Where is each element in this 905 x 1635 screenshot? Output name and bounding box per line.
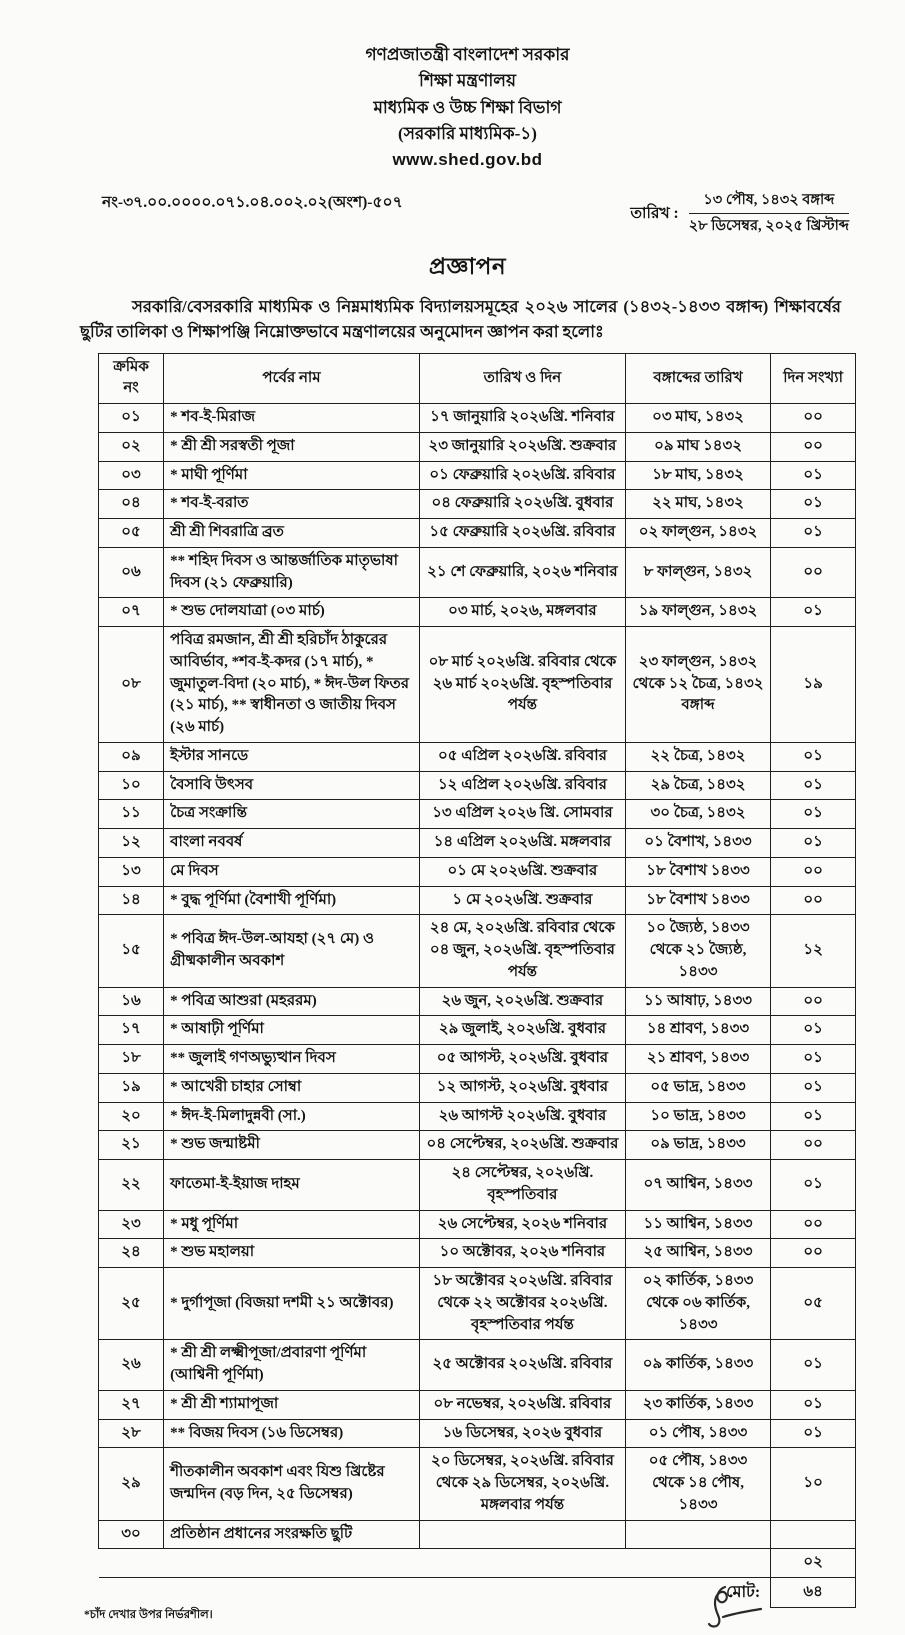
cell-bangla-date: ০৫ পৌষ, ১৪৩৩ থেকে ১৪ পৌষ, ১৪৩৩ [625,1448,770,1520]
total-value: ৬৪ [771,1578,856,1608]
cell-date-day: ২৬ জুন, ২০২৬খ্রি. শুক্রবার [419,987,625,1016]
cell-festival-name: * শুভ মহালয়া [164,1239,420,1268]
cell-serial: ০২ [99,432,164,461]
cell-bangla-date: ২৩ ফাল্গুন, ১৪৩২ থেকে ১২ চৈত্র, ১৪৩২ বঙ্গাব্দ [625,627,770,743]
cell-bangla-date: ০৯ মাঘ ১৪৩২ [625,432,770,461]
cell-bangla-date: ১৯ ফাল্গুন, ১৪৩২ [625,598,770,627]
signature-mark [695,1583,765,1629]
date-block [630,190,849,239]
cell-serial: ০১ [99,404,164,433]
cell-bangla-date: ১১ আষাঢ়, ১৪৩৩ [625,987,770,1016]
cell-festival-name: চৈত্র সংক্রান্তি [164,800,420,829]
cell-serial: ১৪ [99,886,164,915]
cell-bangla-date: ৩০ চৈত্র, ১৪৩২ [625,800,770,829]
holiday-table-body [99,404,856,1549]
cell-day-count: ০০ [771,886,856,915]
table-row [99,857,856,886]
cell-date-day: ২৬ আগস্ট ২০২৬খ্রি. বুধবার [419,1102,625,1131]
division-name: মাধ্যমিক ও উচ্চ শিক্ষা বিভাগ [373,97,562,117]
table-row [99,627,856,743]
table-row [99,1045,856,1074]
cell-date-day: ২৬ সেপ্টেম্বর, ২০২৬ শনিবার [419,1210,625,1239]
cell-date-day: ২১ শে ফেব্রুয়ারি, ২০২৬ শনিবার [419,547,625,598]
cell-day-count: ১২ [771,915,856,987]
cell-date-day: ২৪ সেপ্টেম্বর, ২০২৬খ্রি. বৃহস্পতিবার [419,1160,625,1211]
date-gregorian: ২৮ ডিসেম্বর, ২০২৫ খ্রিস্টাব্দ [688,218,849,235]
cell-bangla-date: ২১ শ্রাবণ, ১৪৩৩ [625,1045,770,1074]
table-row [99,1210,856,1239]
table-row [99,490,856,519]
cell-serial: ৩০ [99,1520,164,1549]
cell-serial: ১৬ [99,987,164,1016]
cell-festival-name: * আষাঢ়ী পূর্ণিমা [164,1016,420,1045]
cell-day-count: ০১ [771,1340,856,1391]
cell-festival-name: শীতকালীন অবকাশ এবং যিশু খ্রিষ্টের জন্মদিন (বড় দিন, ২৫ ডিসেম্বর) [164,1448,420,1520]
cell-day-count: ০১ [771,771,856,800]
table-row [99,742,856,771]
cell-day-count: ০১ [771,519,856,548]
cell-festival-name: * মধু পূর্ণিমা [164,1210,420,1239]
cell-day-count: ১০ [771,1448,856,1520]
table-row [99,1102,856,1131]
government-name: গণপ্রজাতন্ত্রী বাংলাদেশ সরকার [365,45,570,64]
cell-day-count: ০০ [771,432,856,461]
reserved-days-value: ০২ [771,1549,856,1578]
cell-festival-name: * মাঘী পূর্ণিমা [164,461,420,490]
cell-serial: ০৩ [99,461,164,490]
cell-festival-name: * শ্রী শ্রী লক্ষ্মীপূজা/প্রবারণা পূর্ণিমা (আশ্বিনী পূর্ণিমা) [164,1340,420,1391]
intro-text: সরকারি/বেসরকারি মাধ্যমিক ও নিম্নমাধ্যমিক বিদ্যালয়সমূহের ২০২৬ সালের (১৪৩২-১৪৩৩ বঙ্গাব্দ) শিক্ষাবর্ষের ছুটির তালিকা ও শিক্ষাপঞ্জি নিম্নোক্তভাবে মন্ত্রণালয়ের অনুমোদন জ্ঞাপন করা হলোঃ [80,297,841,341]
table-row [99,598,856,627]
cell-day-count: ০০ [771,1239,856,1268]
cell-festival-name: ফাতেমা-ই-ইয়াজ দাহম [164,1160,420,1211]
cell-date-day: ০১ মে ২০২৬খ্রি. শুক্রবার [419,857,625,886]
table-row [99,1016,856,1045]
table-row [99,1419,856,1448]
cell-serial: ১৩ [99,857,164,886]
table-row [99,432,856,461]
cell-day-count: ০০ [771,1131,856,1160]
cell-festival-name: * শুভ দোলযাত্রা (০৩ মার্চ) [164,598,420,627]
table-row [99,461,856,490]
cell-festival-name: ইস্টার সানডে [164,742,420,771]
ministry-name: শিক্ষা মন্ত্রণালয় [418,71,516,91]
table-row [99,1239,856,1268]
cell-day-count: ০০ [771,987,856,1016]
cell-day-count: ০১ [771,461,856,490]
cell-serial: ১৯ [99,1073,164,1102]
cell-date-day: ০৮ নভেম্বর, ২০২৬খ্রি. রবিবার [419,1390,625,1419]
cell-date-day: ১২ এপ্রিল ২০২৬খ্রি. রবিবার [419,771,625,800]
cell-festival-name: ** জুলাই গণঅভ্যুত্থান দিবস [164,1045,420,1074]
cell-date-day: ১৫ ফেব্রুয়ারি ২০২৬খ্রি. রবিবার [419,519,625,548]
cell-serial: ০৮ [99,627,164,743]
header-row [99,353,856,404]
table-row [99,1520,856,1549]
cell-bangla-date: ২৯ চৈত্র, ১৪৩২ [625,771,770,800]
cell-date-day: ০৫ এপ্রিল ২০২৬খ্রি. রবিবার [419,742,625,771]
cell-date-day: ২৯ জুলাই, ২০২৬খ্রি. বুধবার [419,1016,625,1045]
cell-bangla-date [625,1520,770,1549]
cell-festival-name: বৈসাবি উৎসব [164,771,420,800]
cell-bangla-date: ০২ ফাল্গুন, ১৪৩২ [625,519,770,548]
cell-bangla-date: ১০ ভাদ্র, ১৪৩৩ [625,1102,770,1131]
cell-bangla-date: ২২ মাঘ, ১৪৩২ [625,490,770,519]
cell-bangla-date: ০২ কার্তিক, ১৪৩৩ থেকে ০৬ কার্তিক, ১৪৩৩ [625,1268,770,1340]
cell-serial: ১৮ [99,1045,164,1074]
table-row [99,829,856,858]
table-row [99,1073,856,1102]
moon-sighting-footnote: *চাঁদ দেখার উপর নির্ভরশীল। [84,1608,213,1621]
table-row [99,1340,856,1391]
cell-serial: ০৪ [99,490,164,519]
cell-date-day: ২৪ মে, ২০২৬খ্রি. রবিবার থেকে ০৪ জুন, ২০২৬খ্রি. বৃহস্পতিবার পর্যন্ত [419,915,625,987]
date-bangla: ১৩ পৌষ, ১৪৩২ বঙ্গাব্দ [689,190,849,215]
cell-festival-name: মে দিবস [164,857,420,886]
cell-day-count: ০১ [771,490,856,519]
cell-serial: ০৫ [99,519,164,548]
cell-day-count: ০০ [771,404,856,433]
header-date-day: তারিখ ও দিন [419,353,625,404]
header-bangla-date: বঙ্গাব্দের তারিখ [625,353,770,404]
holiday-table [98,353,856,1608]
cell-day-count: ০০ [771,857,856,886]
date-label: তারিখ : [630,204,679,222]
cell-day-count [771,1520,856,1549]
cell-date-day [419,1520,625,1549]
cell-day-count: ০১ [771,1419,856,1448]
cell-day-count: ০১ [771,800,856,829]
cell-bangla-date: ০১ পৌষ, ১৪৩৩ [625,1419,770,1448]
cell-day-count: ০১ [771,1045,856,1074]
cell-festival-name: পবিত্র রমজান, শ্রী শ্রী হরিচাঁদ ঠাকুরের আবির্ভাব, *শব-ই-কদর (১৭ মার্চ), * জুমাতুল-বিদা (২০ মার্চ), * ঈদ-উল ফিতর (২১ মার্চ), ** স্বাধীনতা ও জাতীয় দিবস (২৬ মার্চ) [164,627,420,743]
table-row [99,1448,856,1520]
cell-festival-name: বাংলা নববর্ষ [164,829,420,858]
total-label: মোট: [99,1578,771,1608]
cell-date-day: ১৩ এপ্রিল ২০২৬ খ্রি. সোমবার [419,800,625,829]
cell-day-count: ০৫ [771,1268,856,1340]
cell-date-day: ১ মে ২০২৬খ্রি. শুক্রবার [419,886,625,915]
cell-day-count: ০১ [771,1390,856,1419]
cell-festival-name: * শ্রী শ্রী শ্যামাপূজা [164,1390,420,1419]
cell-bangla-date: ১৪ শ্রাবণ, ১৪৩৩ [625,1016,770,1045]
cell-bangla-date: ০৯ ভাদ্র, ১৪৩৩ [625,1131,770,1160]
cell-date-day: ২৩ জানুয়ারি ২০২৬খ্রি. শুক্রবার [419,432,625,461]
cell-day-count: ০০ [771,547,856,598]
table-row [99,547,856,598]
date-values [689,190,849,239]
cell-serial: ১২ [99,829,164,858]
cell-serial: ১০ [99,771,164,800]
cell-festival-name: ** শহিদ দিবস ও আন্তর্জাতিক মাতৃভাষা দিবস (২১ ফেব্রুয়ারি) [164,547,420,598]
cell-serial: ২৯ [99,1448,164,1520]
cell-bangla-date: ১০ জ্যৈষ্ঠ, ১৪৩৩ থেকে ২১ জ্যৈষ্ঠ, ১৪৩৩ [625,915,770,987]
header-festival-name: পর্বের নাম [164,353,420,404]
cell-serial: ২৪ [99,1239,164,1268]
reserved-days-spacer [99,1549,771,1578]
section-name: (সরকারি মাধ্যমিক-১) [398,124,537,144]
cell-festival-name: * শুভ জন্মাষ্টমী [164,1131,420,1160]
cell-serial: ২৩ [99,1210,164,1239]
cell-serial: ২০ [99,1102,164,1131]
cell-serial: ২২ [99,1160,164,1211]
cell-day-count: ০১ [771,1160,856,1211]
intro-paragraph [80,295,841,345]
header-day-count: দিন সংখ্যা [771,353,856,404]
cell-bangla-date: ০৭ আশ্বিন, ১৪৩৩ [625,1160,770,1211]
cell-day-count: ০১ [771,1016,856,1045]
cell-date-day: ১৭ জানুয়ারি ২০২৬খ্রি. শনিবার [419,404,625,433]
memo-row [102,190,855,239]
reserved-days-row [99,1549,856,1578]
cell-serial: ২১ [99,1131,164,1160]
table-row [99,404,856,433]
cell-bangla-date: ২৩ কার্তিক, ১৪৩৩ [625,1390,770,1419]
cell-festival-name: * ঈদ-ই-মিলাদুন্নবী (সা.) [164,1102,420,1131]
cell-festival-name: * দুর্গাপূজা (বিজয়া দশমী ২১ অক্টোবর) [164,1268,420,1340]
cell-festival-name: শ্রী শ্রী শিবরাত্রি ব্রত [164,519,420,548]
cell-date-day: ০৮ মার্চ ২০২৬খ্রি. রবিবার থেকে ২৬ মার্চ ২০২৬খ্রি. বৃহস্পতিবার পর্যন্ত [419,627,625,743]
cell-date-day: ১৪ এপ্রিল ২০২৬খ্রি. মঙ্গলবার [419,829,625,858]
cell-serial: ২৬ [99,1340,164,1391]
cell-festival-name: * বুদ্ধ পূর্ণিমা (বৈশাখী পূর্ণিমা) [164,886,420,915]
cell-festival-name: * পবিত্র আশুরা (মহররম) [164,987,420,1016]
cell-serial: ১৫ [99,915,164,987]
cell-day-count: ০০ [771,1210,856,1239]
table-row [99,1268,856,1340]
cell-serial: ২৭ [99,1390,164,1419]
cell-festival-name: প্রতিষ্ঠান প্রধানের সংরক্ষতি ছুটি [164,1520,420,1549]
cell-festival-name: * শব-ই-মিরাজ [164,404,420,433]
cell-day-count: ০১ [771,1102,856,1131]
cell-date-day: ১২ আগস্ট, ২০২৬খ্রি. বুধবার [419,1073,625,1102]
cell-date-day: ০৩ মার্চ, ২০২৬, মঙ্গলবার [419,598,625,627]
table-row [99,519,856,548]
table-row [99,915,856,987]
cell-serial: ১৭ [99,1016,164,1045]
cell-bangla-date: ০৯ কার্তিক, ১৪৩৩ [625,1340,770,1391]
table-row [99,886,856,915]
cell-day-count: ১৯ [771,627,856,743]
cell-serial: ০৯ [99,742,164,771]
cell-bangla-date: ০১ বৈশাখ, ১৪৩৩ [625,829,770,858]
cell-serial: ১১ [99,800,164,829]
cell-bangla-date: ২২ চৈত্র, ১৪৩২ [625,742,770,771]
cell-date-day: ০১ ফেব্রুয়ারি ২০২৬খ্রি. রবিবার [419,461,625,490]
cell-serial: ২৫ [99,1268,164,1340]
table-row [99,1160,856,1211]
cell-bangla-date: ০৫ ভাদ্র, ১৪৩৩ [625,1073,770,1102]
letterhead [80,42,855,174]
cell-festival-name: * শব-ই-বরাত [164,490,420,519]
cell-day-count: ০১ [771,829,856,858]
cell-bangla-date: ১৮ বৈশাখ ১৪৩৩ [625,857,770,886]
cell-date-day: ১৮ অক্টোবর ২০২৬খ্রি. রবিবার থেকে ২২ অক্টোবর ২০২৬খ্রি. বৃহস্পতিবার পর্যন্ত [419,1268,625,1340]
table-row [99,1131,856,1160]
cell-bangla-date: ২৫ আশ্বিন, ১৪৩৩ [625,1239,770,1268]
table-row [99,771,856,800]
table-row [99,800,856,829]
cell-day-count: ০১ [771,742,856,771]
cell-day-count: ০১ [771,1073,856,1102]
cell-bangla-date: ৮ ফাল্গুন, ১৪৩২ [625,547,770,598]
cell-date-day: ২৫ অক্টোবর ২০২৬খ্রি. রবিবার [419,1340,625,1391]
page-title: প্রজ্ঞাপন [428,254,507,280]
cell-bangla-date: ০৩ মাঘ, ১৪৩২ [625,404,770,433]
cell-festival-name: * পবিত্র ঈদ-উল-আযহা (২৭ মে) ও গ্রীষ্মকালীন অবকাশ [164,915,420,987]
cell-festival-name: * শ্রী শ্রী সরস্বতী পূজা [164,432,420,461]
cell-serial: ০৭ [99,598,164,627]
cell-festival-name: ** বিজয় দিবস (১৬ ডিসেম্বর) [164,1419,420,1448]
cell-festival-name: * আখেরী চাহার সোম্বা [164,1073,420,1102]
cell-bangla-date: ১১ আশ্বিন, ১৪৩৩ [625,1210,770,1239]
header-serial: ক্রমিক নং [99,353,164,404]
cell-day-count: ০১ [771,598,856,627]
cell-date-day: ০৫ আগস্ট, ২০২৬খ্রি. বুধবার [419,1045,625,1074]
holiday-table-header [99,353,856,404]
cell-serial: ০৬ [99,547,164,598]
cell-date-day: ১০ অক্টোবর, ২০২৬ শনিবার [419,1239,625,1268]
cell-date-day: ২০ ডিসেম্বর, ২০২৬খ্রি. রবিবার থেকে ২৯ ডিসেম্বর, ২০২৬খ্রি. মঙ্গলবার পর্যন্ত [419,1448,625,1520]
memo-number: নং-৩৭.০০.০০০০.০৭১.০৪.০০২.০২(অংশ)-৫০৭ [102,193,403,211]
cell-date-day: ১৬ ডিসেম্বর, ২০২৬ বুধবার [419,1419,625,1448]
table-row [99,987,856,1016]
website-url: www.shed.gov.bd [392,150,543,170]
cell-date-day: ০৪ ফেব্রুয়ারি ২০২৬খ্রি. বুধবার [419,490,625,519]
table-row [99,1390,856,1419]
cell-date-day: ০৪ সেপ্টেম্বর, ২০২৬খ্রি. শুক্রবার [419,1131,625,1160]
cell-bangla-date: ১৮ বৈশাখ ১৪৩৩ [625,886,770,915]
cell-serial: ২৮ [99,1419,164,1448]
cell-bangla-date: ১৮ মাঘ, ১৪৩২ [625,461,770,490]
